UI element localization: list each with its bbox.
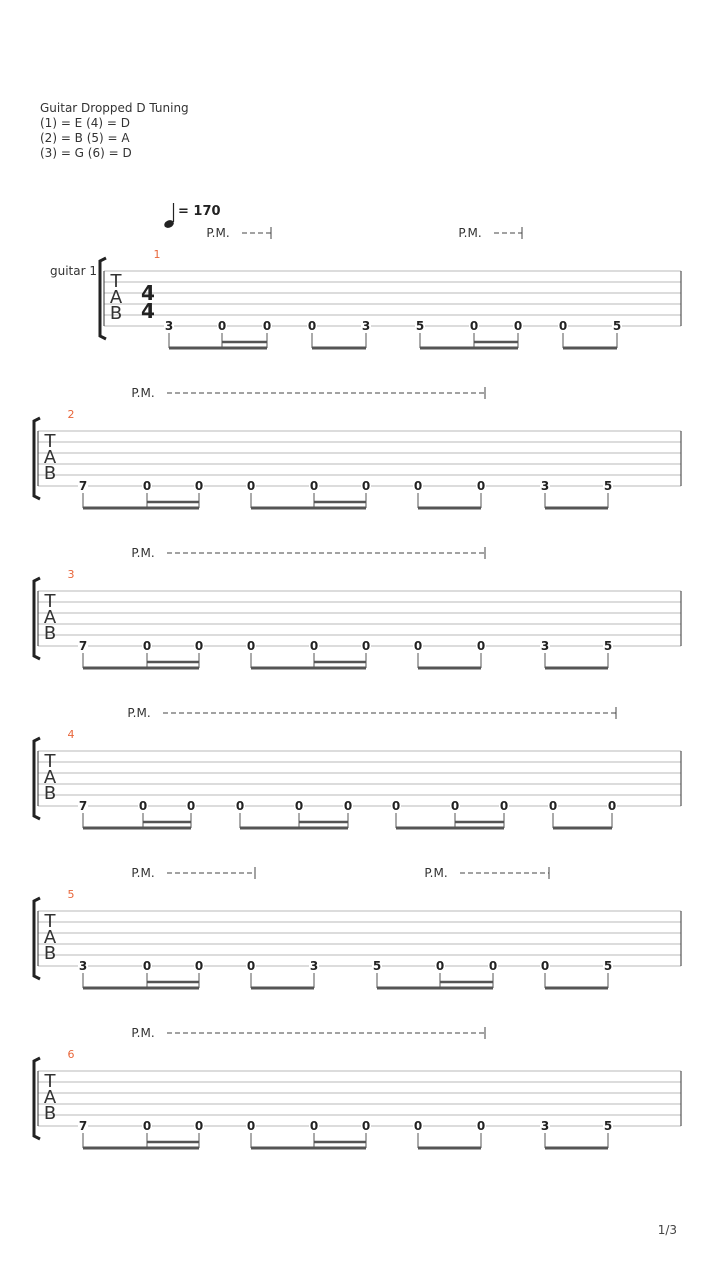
tab-clef-letter: B [43,463,57,484]
palm-mute-label: P.M. [206,226,230,240]
measure-number: 5 [67,888,75,901]
fret-number: 0 [488,959,498,973]
track-name: guitar 1 [50,264,97,278]
system-bracket [34,1058,40,1139]
tab-clef-letter: T [110,271,122,292]
fret-number: 0 [309,479,319,493]
fret-number: 0 [138,799,148,813]
fret-number: 5 [372,959,382,973]
measure-number: 2 [67,408,75,421]
fret-number: 0 [142,959,152,973]
tempo-value: = 170 [178,204,221,219]
tab-clef-letter: B [109,303,123,324]
measure-number: 4 [67,728,75,741]
fret-number: 0 [361,639,371,653]
fret-number: 0 [194,959,204,973]
fret-number: 0 [450,799,460,813]
fret-number: 3 [309,959,319,973]
quarter-note-icon [163,203,175,229]
fret-number: 0 [194,479,204,493]
fret-number: 0 [309,1119,319,1133]
fret-number: 0 [476,479,486,493]
fret-number: 0 [391,799,401,813]
fret-number: 5 [603,959,613,973]
fret-number: 0 [413,479,423,493]
fret-number: 0 [142,639,152,653]
fret-number: 0 [413,1119,423,1133]
tab-system [34,546,681,668]
tab-clef-letter: A [109,287,123,308]
fret-number: 0 [194,639,204,653]
tab-clef-letter: T [44,1071,56,1092]
fret-number: 3 [78,959,88,973]
fret-number: 0 [540,959,550,973]
fret-number: 0 [217,319,227,333]
fret-number: 0 [235,799,245,813]
system-bracket [34,898,40,979]
fret-number: 0 [435,959,445,973]
tuning-line: (3) = G (6) = D [40,146,132,160]
measure-number: 6 [67,1048,75,1061]
fret-number: 0 [262,319,272,333]
fret-number: 0 [513,319,523,333]
tab-clef-letter: B [43,943,57,964]
tab-clef-letter: B [43,623,57,644]
tab-system [100,226,681,348]
measure-number: 1 [153,248,161,261]
fret-number: 3 [164,319,174,333]
palm-mute-label: P.M. [127,706,151,720]
tab-clef-letter: A [43,927,57,948]
tab-system [34,386,681,508]
fret-number: 3 [540,639,550,653]
fret-number: 5 [415,319,425,333]
fret-number: 0 [246,639,256,653]
fret-number: 0 [194,1119,204,1133]
palm-mute-label: P.M. [131,386,155,400]
tab-clef-letter: A [43,447,57,468]
tab-clef-letter: A [43,767,57,788]
fret-number: 0 [246,1119,256,1133]
time-signature-numerator: 4 [141,281,155,305]
fret-number: 7 [78,1119,88,1133]
fret-number: 0 [246,479,256,493]
fret-number: 0 [307,319,317,333]
tab-clef-letter: B [43,1103,57,1124]
page-number: 1/3 [657,1223,677,1237]
tuning-line: (2) = B (5) = A [40,131,130,145]
tab-clef-letter: T [44,751,56,772]
fret-number: 0 [413,639,423,653]
tab-system [34,866,681,988]
fret-number: 3 [540,479,550,493]
fret-number: 0 [343,799,353,813]
system-bracket [100,258,106,339]
tab-clef-letter: A [43,607,57,628]
fret-number: 0 [294,799,304,813]
fret-number: 0 [361,1119,371,1133]
fret-number: 5 [612,319,622,333]
fret-number: 0 [361,479,371,493]
fret-number: 7 [78,799,88,813]
palm-mute-label: P.M. [131,1026,155,1040]
system-bracket [34,578,40,659]
palm-mute-label: P.M. [424,866,448,880]
fret-number: 7 [78,479,88,493]
tab-clef-letter: T [44,431,56,452]
fret-number: 7 [78,639,88,653]
system-bracket [34,418,40,499]
fret-number: 0 [309,639,319,653]
fret-number: 0 [142,1119,152,1133]
tab-clef-letter: T [44,911,56,932]
fret-number: 0 [548,799,558,813]
fret-number: 0 [186,799,196,813]
measure-number: 3 [67,568,75,581]
fret-number: 0 [476,1119,486,1133]
fret-number: 0 [246,959,256,973]
tuning-line: (1) = E (4) = D [40,116,130,130]
fret-number: 5 [603,1119,613,1133]
palm-mute-label: P.M. [458,226,482,240]
time-signature-denominator: 4 [141,299,155,323]
tab-clef-letter: B [43,783,57,804]
palm-mute-label: P.M. [131,546,155,560]
fret-number: 0 [142,479,152,493]
fret-number: 0 [499,799,509,813]
fret-number: 3 [361,319,371,333]
fret-number: 0 [607,799,617,813]
fret-number: 3 [540,1119,550,1133]
system-bracket [34,738,40,819]
fret-number: 0 [558,319,568,333]
fret-number: 0 [476,639,486,653]
tab-clef-letter: A [43,1087,57,1108]
fret-number: 0 [469,319,479,333]
tab-system [34,1026,681,1148]
tab-clef-letter: T [44,591,56,612]
fret-number: 5 [603,639,613,653]
tuning-title: Guitar Dropped D Tuning [40,101,189,115]
palm-mute-label: P.M. [131,866,155,880]
tab-system [34,706,681,828]
fret-number: 5 [603,479,613,493]
